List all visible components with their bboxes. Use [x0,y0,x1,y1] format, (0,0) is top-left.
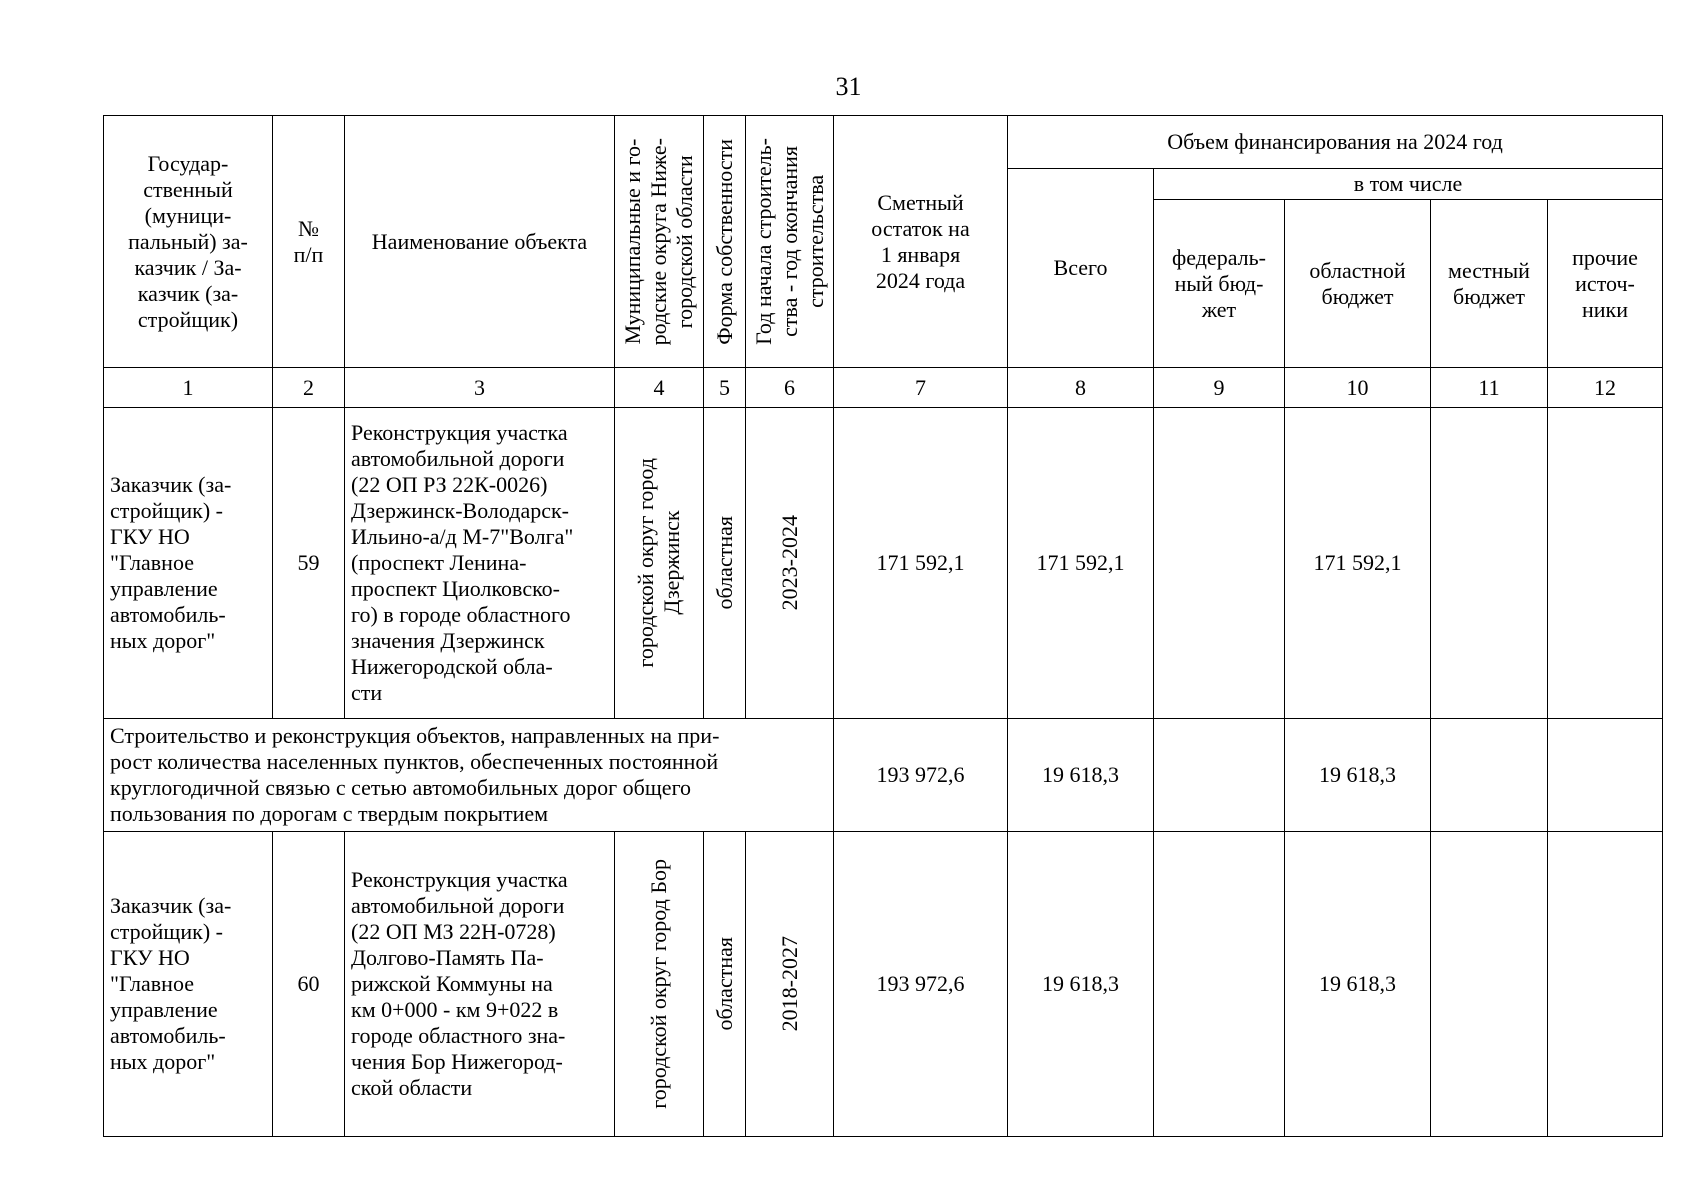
section-row [104,719,1663,832]
column-number: 6 [746,368,834,408]
column-number: 11 [1431,368,1548,408]
row-years [746,408,834,719]
row-other [1548,832,1663,1137]
header-row-1 [104,116,1663,169]
header-municipality [615,116,704,368]
row-municipality [615,408,704,719]
row-municipality-text: городской округ город Бор [646,859,671,1109]
section-local [1431,719,1548,832]
header-funding-group: Объем финансирования на 2024 год [1008,116,1663,169]
header-ownership [704,116,746,368]
header-regional: областной бюджет [1285,200,1431,368]
section-title: Строительство и реконструкция объектов, направленных на при- рост количества населенных пунктов, обеспеченных постоянной круглогодичной связью с сетью автомобильных дорог общего пользования по дорогам с твердым покрытием [104,719,834,832]
section-federal [1154,719,1285,832]
row-federal [1154,408,1285,719]
column-number: 3 [345,368,615,408]
header-municipality-text: Муниципальные и го- родские округа Ниже- городской области [620,137,697,346]
row-municipality-text: городской округ город Дзержинск [633,458,684,668]
header-ownership-text: Форма собственности [711,138,737,345]
row-estimated-balance: 171 592,1 [834,408,1008,719]
row-ownership [704,832,746,1137]
column-number-row [104,368,1663,408]
row-total: 171 592,1 [1008,408,1154,719]
row-local [1431,408,1548,719]
header-years [746,116,834,368]
column-number: 2 [273,368,345,408]
column-number: 1 [104,368,273,408]
row-regional: 171 592,1 [1285,408,1431,719]
row-regional: 19 618,3 [1285,832,1431,1137]
column-number: 9 [1154,368,1285,408]
header-other: прочие источ- ники [1548,200,1663,368]
column-number: 7 [834,368,1008,408]
row-municipality [615,832,704,1137]
column-number: 5 [704,368,746,408]
row-local [1431,832,1548,1137]
row-customer: Заказчик (за- стройщик) - ГКУ НО "Главное управление автомобиль- ных дорог" [104,408,273,719]
section-total: 19 618,3 [1008,719,1154,832]
page-number: 31 [835,72,862,101]
row-object-name: Реконструкция участка автомобильной дороги (22 ОП РЗ 22К-0026) Дзержинск-Володарск- Ильино-а/д М-7"Волга" (проспект Ленина- проспект Циолковско- го) в городе областного значения Дзержинск Нижегородской обла- сти [345,408,615,719]
row-ownership-text: областная [711,516,737,610]
header-estimated-balance: Сметный остаток на 1 января 2024 года [834,116,1008,368]
column-number: 8 [1008,368,1154,408]
row-customer: Заказчик (за- стройщик) - ГКУ НО "Главное управление автомобиль- ных дорог" [104,832,273,1137]
header-customer: Государ- ственный (муници- пальный) за- казчик / За- казчик (за- стройщик) [104,116,273,368]
header-number: № п/п [273,116,345,368]
row-number: 59 [273,408,345,719]
column-number: 12 [1548,368,1663,408]
header-object-name: Наименование объекта [345,116,615,368]
header-years-text: Год начала строитель- ства - год окончания строительства [750,138,828,345]
header-local: местный бюджет [1431,200,1548,368]
table-row [104,832,1663,1137]
row-number: 60 [273,832,345,1137]
table-row [104,408,1663,719]
column-number: 4 [615,368,704,408]
column-number: 10 [1285,368,1431,408]
row-federal [1154,832,1285,1137]
row-estimated-balance: 193 972,6 [834,832,1008,1137]
row-ownership [704,408,746,719]
row-years-text: 2023-2024 [776,515,802,611]
section-estimated-balance: 193 972,6 [834,719,1008,832]
header-total: Всего [1008,169,1154,368]
row-object-name: Реконструкция участка автомобильной дороги (22 ОП МЗ 22Н-0728) Долгово-Память Па- рижской Коммуны на км 0+000 - км 9+022 в городе областного зна- чения Бор Нижегород- ской области [345,832,615,1137]
row-ownership-text: областная [711,937,737,1031]
row-other [1548,408,1663,719]
section-other [1548,719,1663,832]
row-years-text: 2018-2027 [776,936,802,1032]
header-including: в том числе [1154,169,1663,200]
header-federal: федераль- ный бюд- жет [1154,200,1285,368]
financing-table [103,115,1663,1137]
row-total: 19 618,3 [1008,832,1154,1137]
row-years [746,832,834,1137]
section-regional: 19 618,3 [1285,719,1431,832]
